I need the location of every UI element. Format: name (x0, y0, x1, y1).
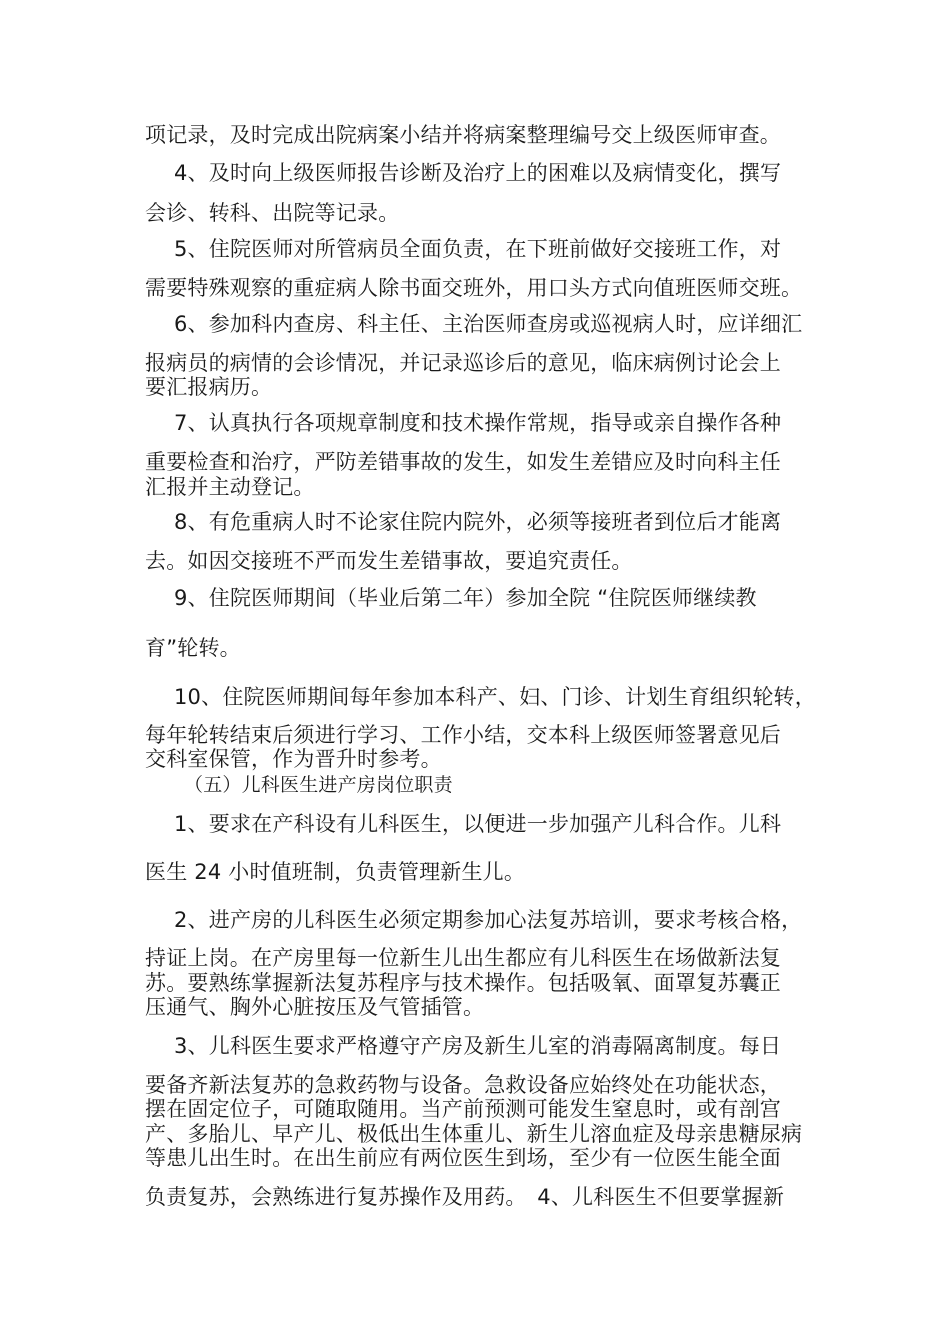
text-line: 要汇报病历。 (145, 375, 273, 399)
text-line: 5、住院医师对所管病员全面负责，在下班前做好交接班工作，对 (174, 237, 782, 261)
text-line: 等患儿出生时。在出生前应有两位医生到场，至少有一位医生能全面 (145, 1146, 781, 1170)
text-line: 产、多胎儿、早产儿、极低出生体重儿、新生儿溶血症及母亲患糖尿病 (145, 1122, 803, 1146)
text-line: 项记录，及时完成出院病案小结并将病案整理编号交上级医师审查。 (145, 123, 781, 147)
text-line: 1、要求在产科设有儿科医生，以便进一步加强产儿科合作。儿科 (174, 812, 782, 836)
text-line: 9、住院医师期间（毕业后第二年）参加全院 “住院医师继续教 (174, 586, 757, 610)
text-line: 7、认真执行各项规章制度和技术操作常规，指导或亲自操作各种 (174, 411, 782, 435)
text-line: 报病员的病情的会诊情况，并记录巡诊后的意见，临床病例讨论会上 (145, 351, 781, 375)
text-line: 医生 24 小时值班制，负责管理新生儿。 (145, 860, 526, 884)
text-line: 需要特殊观察的重症病人除书面交班外，用口头方式向值班医师交班。 (145, 276, 803, 300)
text-line: 汇报并主动登记。 (145, 475, 315, 499)
text-line: 育”轮转。 (145, 636, 241, 660)
text-line: 每年轮转结束后须进行学习、工作小结，交本科上级医师签署意见后 (145, 723, 781, 747)
text-line: 重要检查和治疗，严防差错事故的发生，如发生差错应及时向科主任 (145, 450, 781, 474)
text-line: 交科室保管，作为晋升时参考。 (145, 747, 442, 771)
text-line: 苏。要熟练掌握新法复苏程序与技术操作。包括吸氧、面罩复苏囊正 (145, 971, 781, 995)
text-line: 4、及时向上级医师报告诊断及治疗上的困难以及病情变化，撰写 (174, 161, 782, 185)
text-line: 会诊、转科、出院等记录。 (145, 201, 400, 225)
text-line: 持证上岗。在产房里每一位新生儿出生都应有儿科医生在场做新法复 (145, 946, 781, 970)
text-line: 压通气、胸外心脏按压及气管插管。 (145, 995, 485, 1019)
text-line: 10、住院医师期间每年参加本科产、妇、门诊、计划生育组织轮转， (174, 685, 816, 709)
text-line: 3、儿科医生要求严格遵守产房及新生儿室的消毒隔离制度。每日 (174, 1034, 782, 1058)
text-line: 摆在固定位子，可随取随用。当产前预测可能发生窒息时，或有剖宫 (145, 1097, 781, 1121)
text-line: 2、进产房的儿科医生必须定期参加心法复苏培训，要求考核合格， (174, 908, 803, 932)
section-heading: （五）儿科医生进产房岗位职责 (184, 774, 453, 796)
text-line: 8、有危重病人时不论家住院内院外，必须等接班者到位后才能离 (174, 510, 782, 534)
text-line: 负责复苏，会熟练进行复苏操作及用药。 4、儿科医生不但要掌握新 (145, 1185, 785, 1209)
text-line: 6、参加科内查房、科主任、主治医师查房或巡视病人时，应详细汇 (174, 312, 803, 336)
text-line: 要备齐新法复苏的急救药物与设备。急救设备应始终处在功能状态， (145, 1073, 781, 1097)
text-line: 去。如因交接班不严而发生差错事故，要追究责任。 (145, 549, 633, 573)
